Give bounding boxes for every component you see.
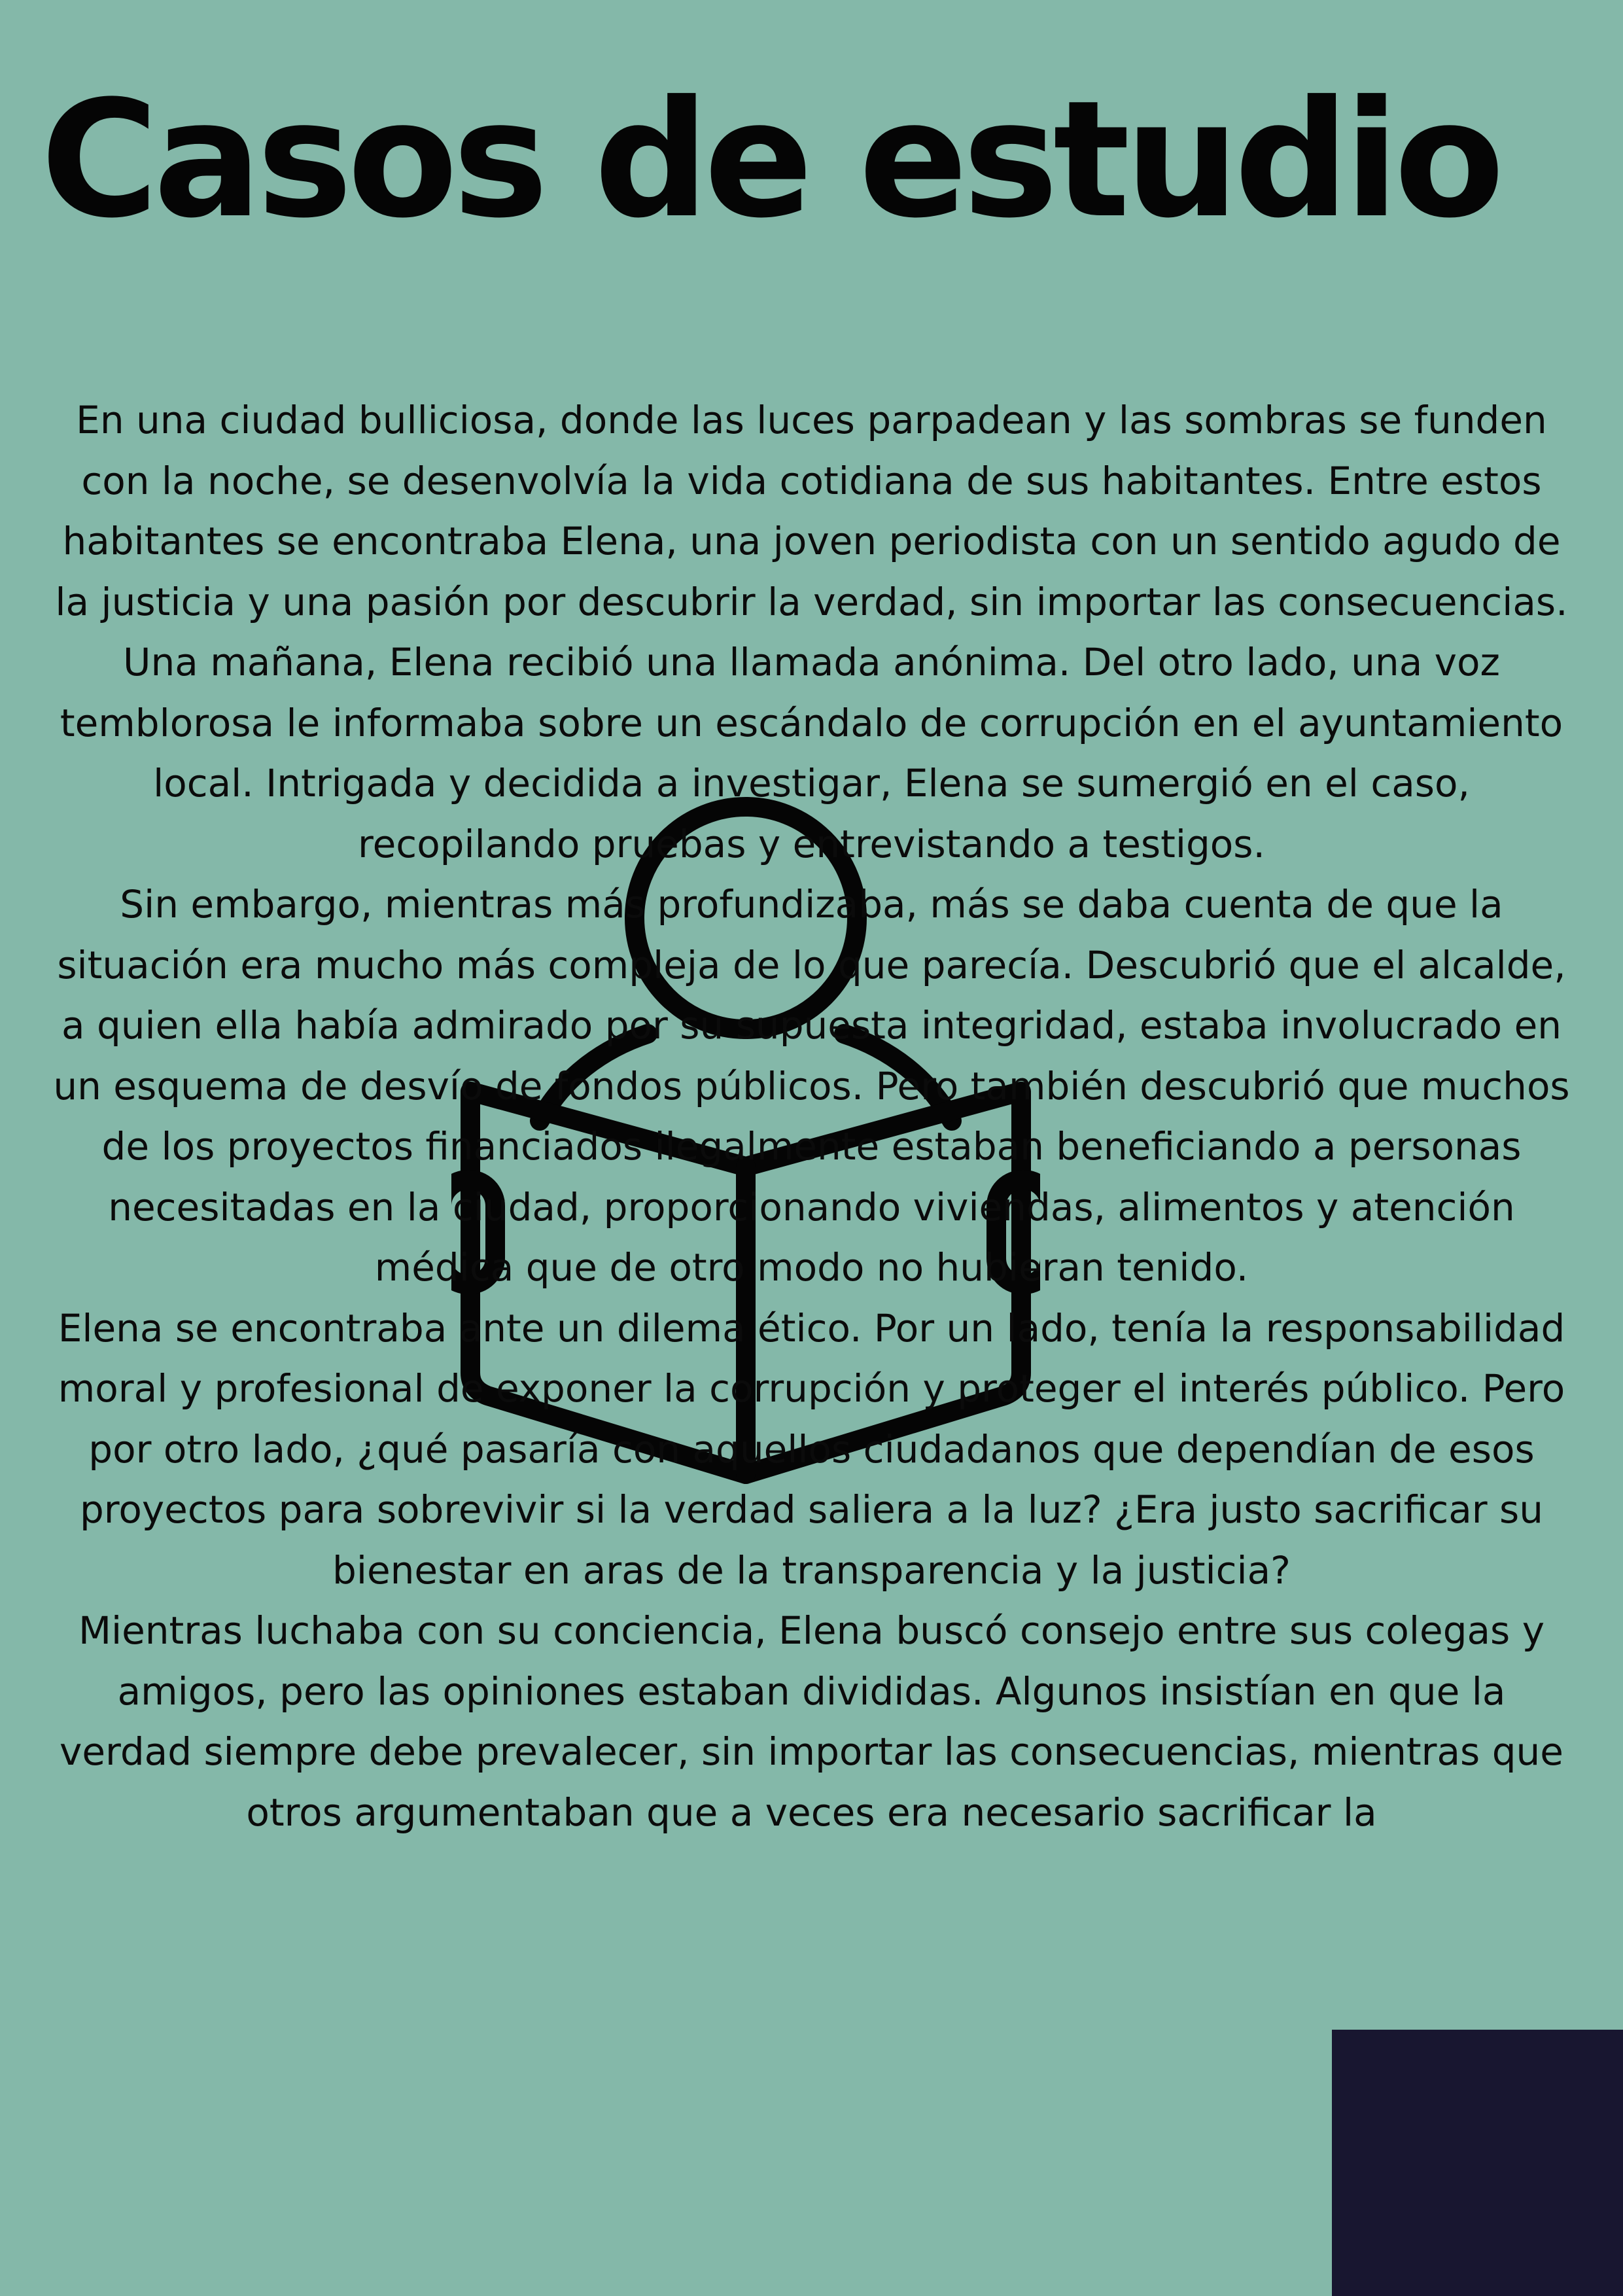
story-paragraph: En una ciudad bulliciosa, donde las luces parpadean y las sombras se funden con la noche, se desenvolvía la vida cotidiana de sus habitantes. Entre estos habitantes se encontraba Elena, una joven periodista con un sentido agudo de la justicia y una pasión por descubrir la verdad, sin importar las consecuencias. <box>55 398 1568 624</box>
corner-decoration <box>1332 2030 1623 2296</box>
story-paragraph: Elena se encontraba ante un dilema ético. Por un lado, tenía la responsabilidad moral y profesional de exponer la corrupción y proteger el interés público. Pero por otro lado, ¿qué pasaría con aquellos ciudadanos que dependían de esos proyectos para sobrevivir si la verdad saliera a la luz? ¿Era justo sacrificar su bienestar en aras de la transparencia y la justicia? <box>58 1305 1565 1593</box>
story-paragraph: Mientras luchaba con su conciencia, Elena buscó consejo entre sus colegas y amigos, pero las opiniones estaban divididas. Algunos insistían en que la verdad siempre debe prevalecer, sin importar las consecuencias, mientras que otros argumentaban que a veces era necesario sacrificar la <box>60 1608 1563 1835</box>
page-title: Casos de estudio <box>41 67 1500 254</box>
story-paragraph: Una mañana, Elena recibió una llamada anónima. Del otro lado, una voz temblorosa le informaba sobre un escándalo de corrupción en el ayuntamiento local. Intrigada y decidida a investigar, Elena se sumergió en el caso, recopilando pruebas y entrevistando a testigos. <box>60 640 1563 866</box>
story-body <box>52 390 1571 1843</box>
story-paragraph: Sin embargo, mientras más profundizaba, más se daba cuenta de que la situación era mucho más compleja de lo que parecía. Descubrió que el alcalde, a quien ella había admirado por su supuesta integridad, estaba involucrado en un esquema de desvío de fondos públicos. Pero también descubrió que muchos de los proyectos financiados ilegalmente estaban beneficiando a personas necesitadas en la ciudad, proporcionando viviendas, alimentos y atención médica que de otro modo no hubieran tenido. <box>53 882 1570 1290</box>
